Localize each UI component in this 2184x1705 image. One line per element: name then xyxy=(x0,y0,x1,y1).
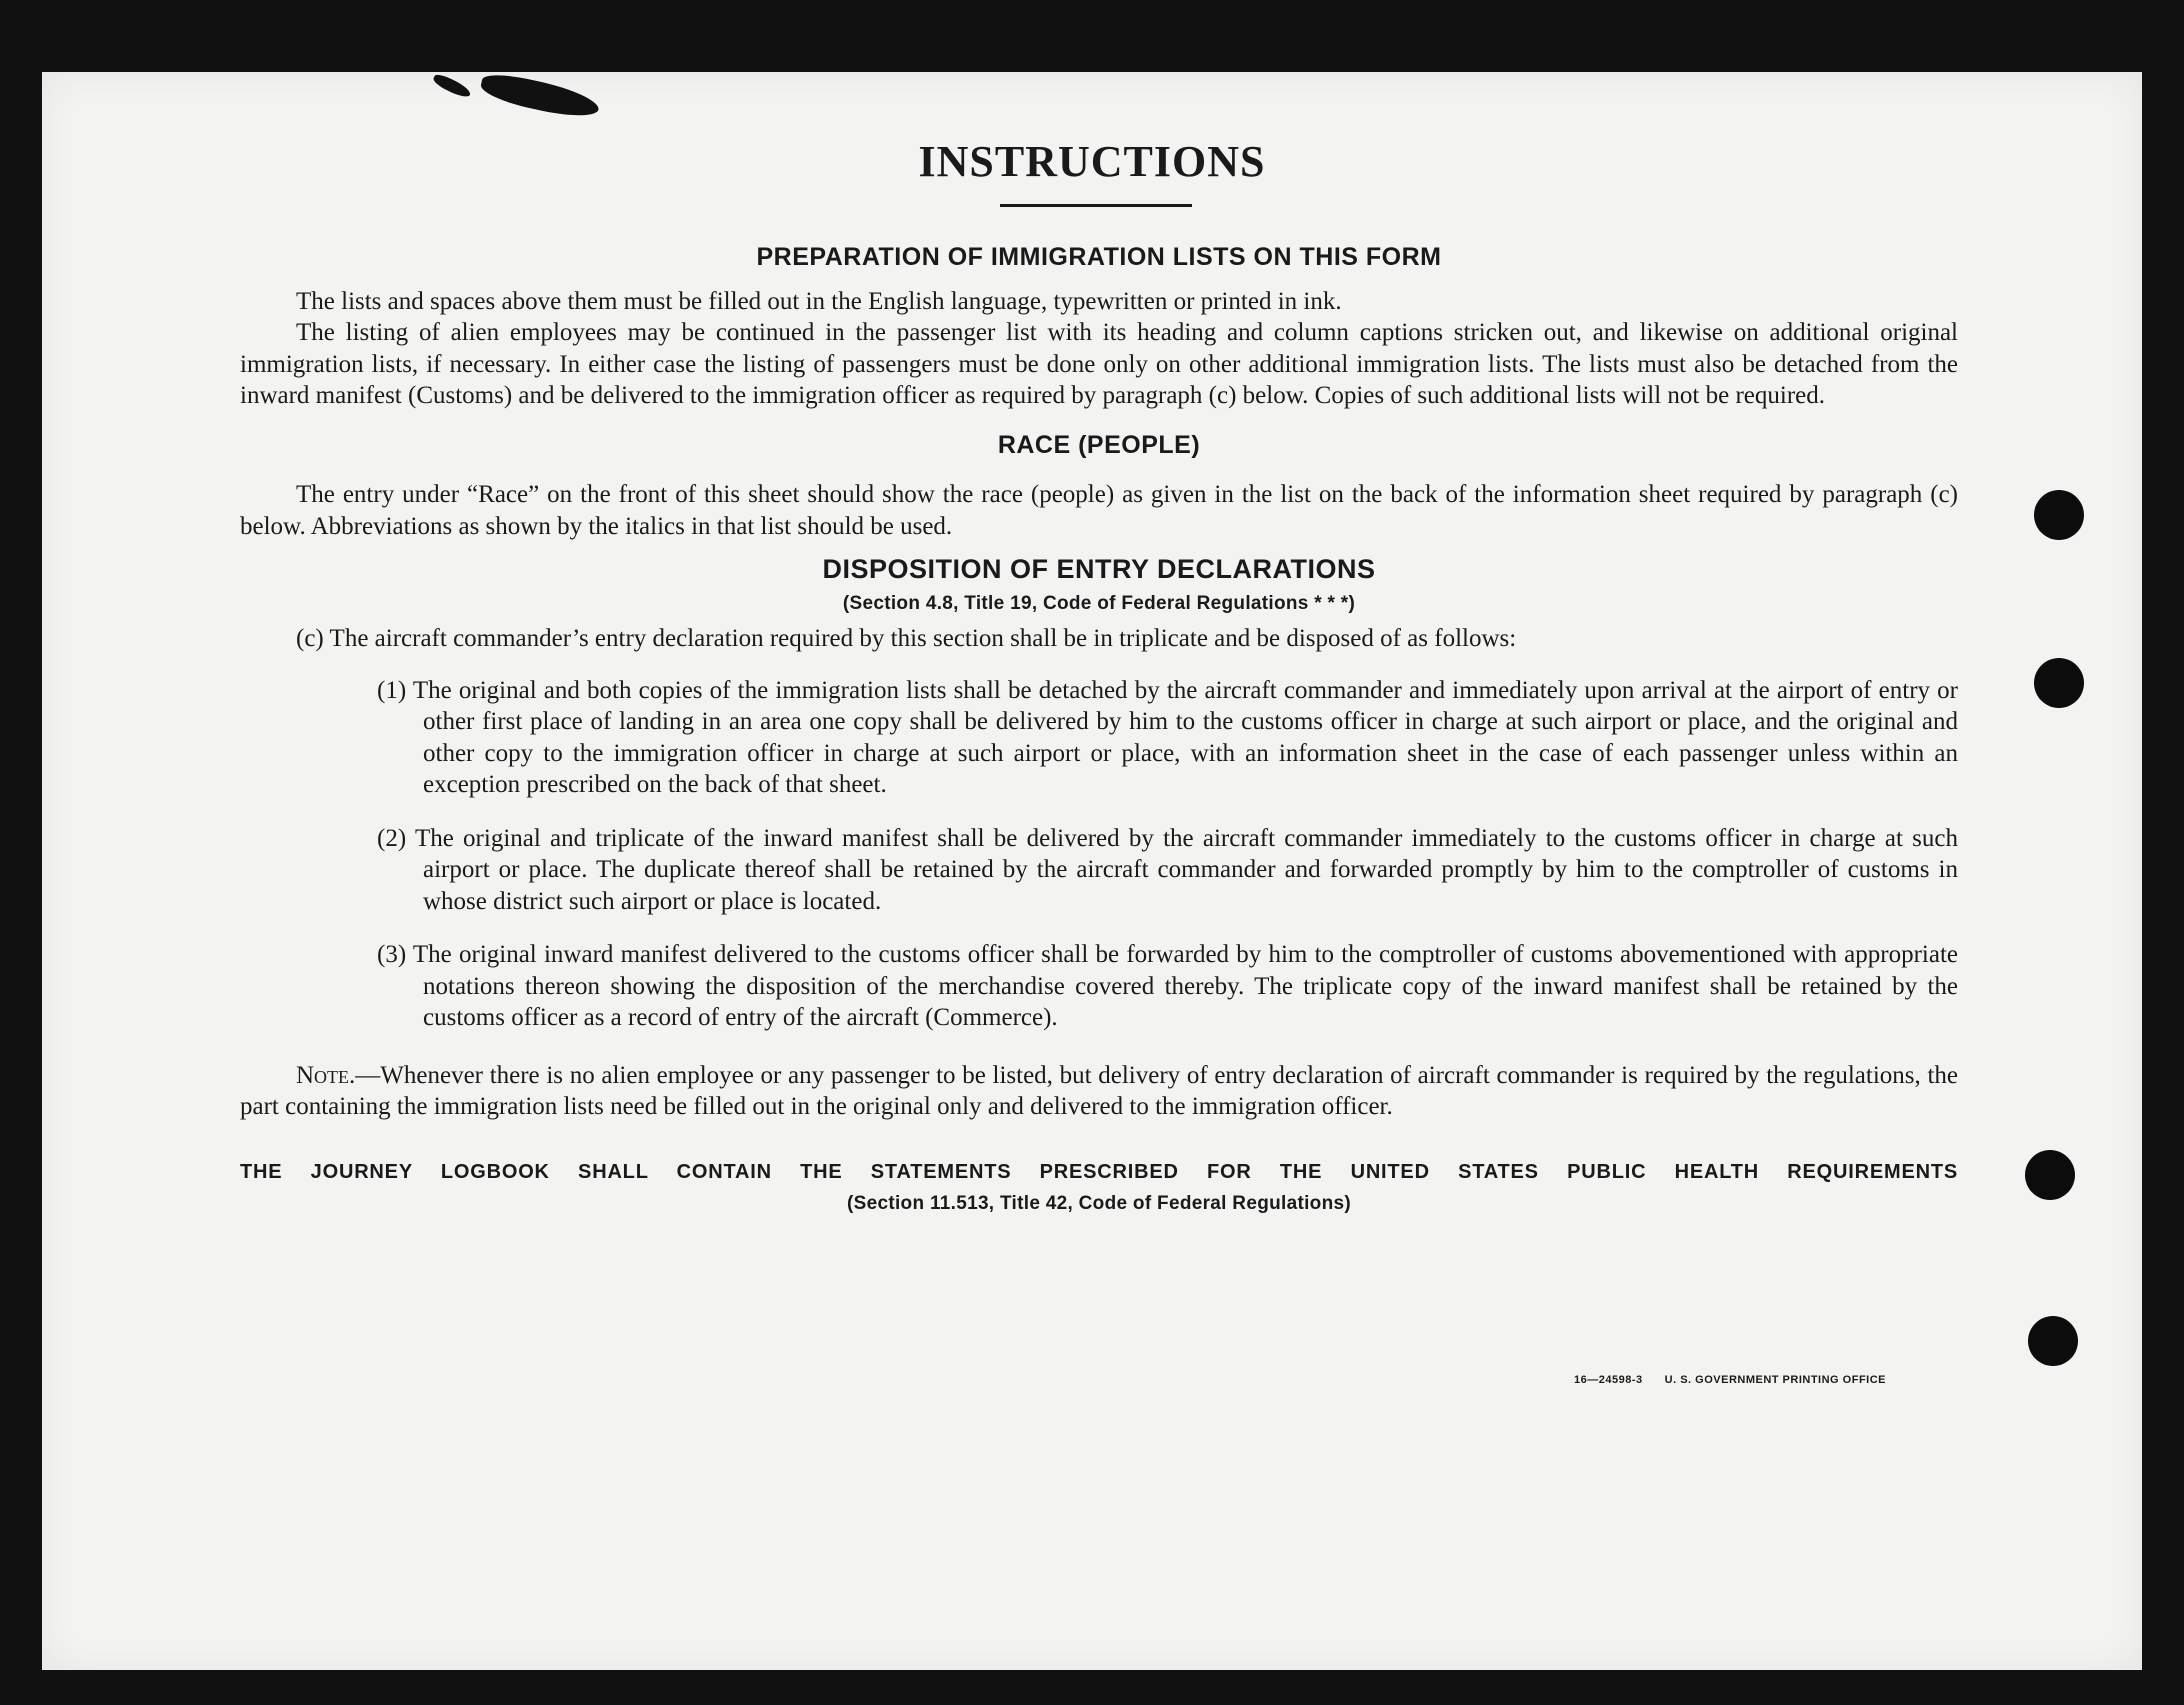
document-page xyxy=(42,72,2142,1670)
punch-hole xyxy=(2034,658,2084,708)
printer-credit: U. S. GOVERNMENT PRINTING OFFICE xyxy=(1664,1374,1886,1386)
note-text: —Whenever there is no alien employee or any passenger to be listed, but delivery of entry declaration of aircraft commander is required by the regulations, the part containing the immigration lists need be filled out in the original only and delivered to the immigration officer. xyxy=(240,1061,1958,1120)
disposition-heading: DISPOSITION OF ENTRY DECLARATIONS xyxy=(822,554,1376,584)
disposition-item-1: (1) The original and both copies of the immigration lists shall be detached by the aircraft commander and immediately upon arrival at the airport of entry or other first place of landing in an area one copy shall be delivered by him to the customs officer in charge at such airport or place, and the original and other copy to the immigration officer in charge at such airport or place, with an information sheet in the case of each passenger unless within an exception prescribed on the back of that sheet. xyxy=(377,676,1958,798)
disposition-citation: (Section 4.8, Title 19, Code of Federal Regulations * * *) xyxy=(842,592,1356,614)
disposition-item-3: (3) The original inward manifest delivered to the customs officer shall be forwarded by him to the comptroller of customs abovementioned with appropriate notations thereon showing the disposition of the merchandise covered thereby. The triplicate copy of the inward manifest shall be retained by the customs officer as a record of entry of the aircraft (Commerce). xyxy=(377,941,1958,1031)
race-paragraph: The entry under “Race” on the front of this sheet should show the race (people) as given in the list on the back of the information sheet required by paragraph (c) below. Abbreviations as shown by the italics in that list should be used. xyxy=(240,481,1958,540)
note-paragraph xyxy=(240,1060,1958,1123)
title-underline xyxy=(1000,204,1192,207)
punch-hole xyxy=(2025,1150,2075,1200)
race-heading: RACE (PEOPLE) xyxy=(997,430,1201,459)
preparation-paragraph-1: The lists and spaces above them must be filled out in the English language, typewritten or printed in ink. xyxy=(296,287,1342,315)
printing-footer xyxy=(1552,1374,1886,1386)
note-label: Note. xyxy=(296,1061,356,1089)
health-statement: THE JOURNEY LOGBOOK SHALL CONTAIN THE STATEMENTS PRESCRIBED FOR THE UNITED STATES PUBLIC HEALTH REQUIREMENTS xyxy=(240,1160,1958,1183)
ink-smudge xyxy=(478,70,601,122)
preparation-paragraph-2: The listing of alien employees may be continued in the passenger list with its heading and column captions stricken out, and likewise on additional original immigration lists, if necessary. In either case the listing of passengers must be done only on other additional immigration lists. The lists must also be detached from the inward manifest (Customs) and be delivered to the immigration officer as required by paragraph (c) below. Copies of such additional lists will not be required. xyxy=(240,319,1958,409)
disposition-clause-c: (c) The aircraft commander’s entry declaration required by this section shall be in triplicate and be disposed of as follows: xyxy=(296,625,1517,652)
form-number: 16—24598-3 xyxy=(1574,1374,1643,1386)
punch-hole xyxy=(2028,1316,2078,1366)
page-title: INSTRUCTIONS xyxy=(918,137,1266,186)
ink-smudge xyxy=(431,72,472,100)
health-citation: (Section 11.513, Title 42, Code of Federal Regulations) xyxy=(847,1193,1351,1214)
punch-hole xyxy=(2034,490,2084,540)
preparation-heading: PREPARATION OF IMMIGRATION LISTS ON THIS FORM xyxy=(756,243,1442,271)
disposition-item-2: (2) The original and triplicate of the inward manifest shall be delivered by the aircraft commander immediately to the customs officer in charge at such airport or place. The duplicate thereof shall be retained by the aircraft commander and forwarded promptly by him to the comptroller of customs in whose district such airport or place is located. xyxy=(377,824,1958,915)
instructions-body xyxy=(240,242,1958,1220)
